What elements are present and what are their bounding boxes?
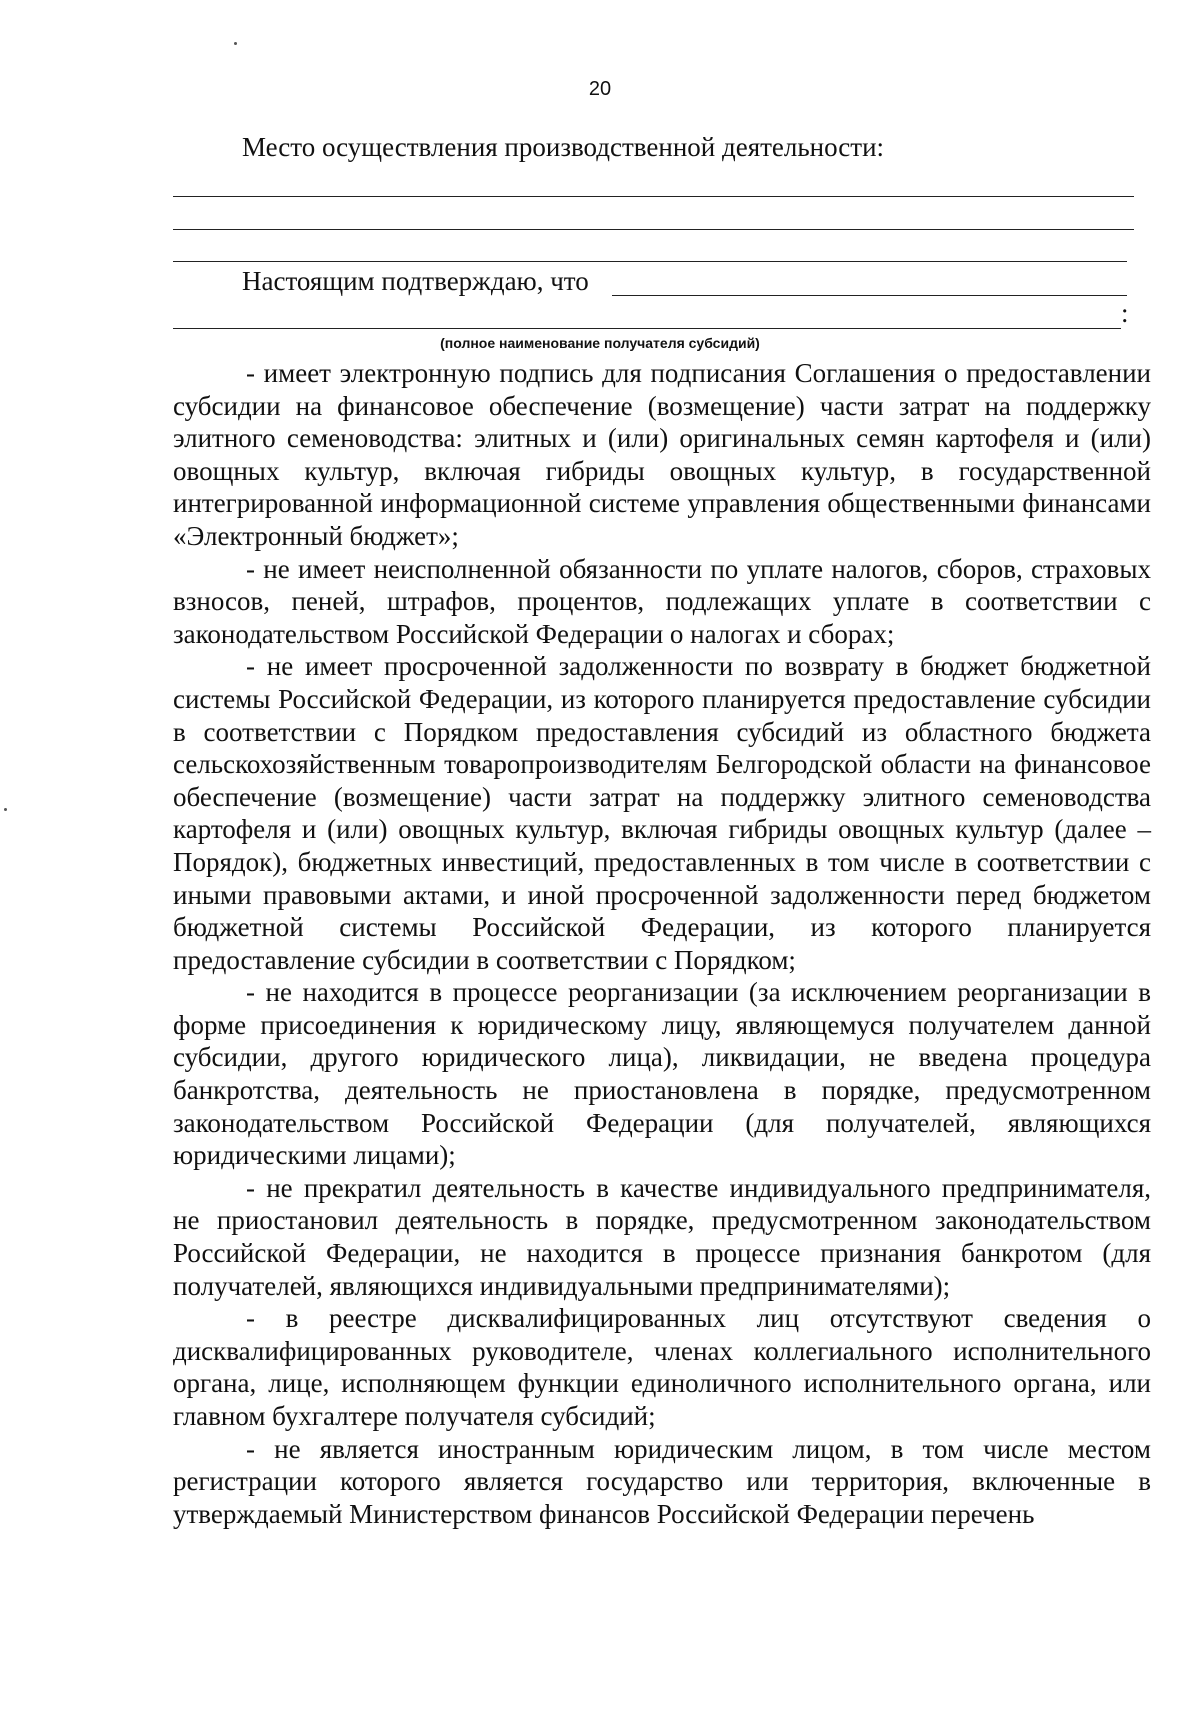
paragraph: - не имеет просроченной задолженности по возврату в бюджет бюджетной системы Российской Федерации, из которого планируется предоставление субсидии в соответствии с Порядком предоставления субсидий из областного бюджета сельскохозяйственным товаропроизводителям Белгородской области на финансовое обеспечение (возмещение) части затрат на поддержку элитного семеноводства картофеля и (или) овощных культур, включая гибриды овощных культур (далее – Порядок), бюджетных инвестиций, предоставленных в том числе в соответствии с иными правовыми актами, и иной просроченной задолженности перед бюджетом бюджетной системы Российской Федерации, из которого планируется предоставление субсидии в соответствии с Порядком; (173, 651, 1151, 975)
production-site-heading: Место осуществления производственной деятельности: (242, 132, 885, 162)
page-number: 20 (588, 78, 612, 100)
fill-in-line (173, 196, 1134, 197)
paragraph: - не прекратил деятельность в качестве индивидуального предпринимателя, не приостановил деятельность в порядке, предусмотренном законодательством Российской Федерации, не находится в процессе признания банкротом (для получателей, являющихся индивидуальными предпринимателями); (173, 1172, 1151, 1301)
paragraph: - в реестре дисквалифицированных лиц отсутствуют сведения о дисквалифицированных руководителе, членах коллегиального исполнительного органа, лице, исполняющем функции единоличного исполнительного органа, или главном бухгалтере получателя субсидий; (173, 1303, 1151, 1431)
colon-mark: : (1121, 298, 1129, 328)
paragraph: - имеет электронную подпись для подписания Соглашения о предоставлении субсидии на финансовое обеспечение (возмещение) части затрат на поддержку элитного семеноводства: элитных и (или) оригинальных семян картофеля и (или) овощных культур, включая гибриды овощных культур, в государственной интегрированной информационной системе управления общественными финансами «Электронный бюджет»; (173, 358, 1151, 551)
scan-speck (234, 42, 237, 45)
paragraph: - не находится в процессе реорганизации (за исключением реорганизации в форме присоединения к юридическому лицу, являющемуся получателем данной субсидии, другого юридического лица), ликвидации, не введена процедура банкротства, деятельность не приостановлена в порядке, предусмотренном законодательством Российской Федерации (для получателей, являющихся юридическими лицами); (173, 977, 1151, 1171)
paragraph: - не имеет неисполненной обязанности по уплате налогов, сборов, страховых взносов, пеней, штрафов, процентов, подлежащих уплате в соответствии с законодательством Российской Федерации о налогах и сборах; (173, 553, 1151, 649)
recipient-name-caption: (полное наименование получателя субсидий) (440, 335, 760, 351)
confirmation-text: Настоящим подтверждаю, что (242, 266, 589, 296)
body-text (173, 357, 1151, 1530)
recipient-name-line (612, 295, 1127, 296)
fill-in-line (173, 261, 1127, 262)
paragraph: - не является иностранным юридическим лицом, в том числе местом регистрации которого является государство или территория, включенные в утверждаемый Министерством финансов Российской Федерации перечень (173, 1433, 1151, 1529)
scan-speck (4, 808, 7, 811)
recipient-name-line (173, 328, 1121, 329)
fill-in-line (173, 229, 1134, 230)
